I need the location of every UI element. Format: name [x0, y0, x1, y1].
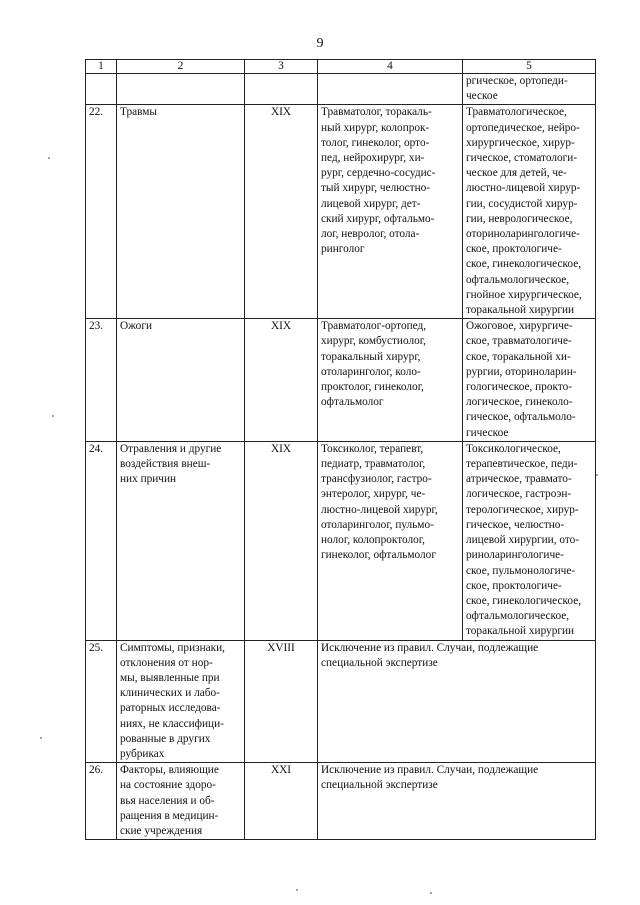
- row-number: 26.: [86, 763, 117, 840]
- departments: Ожоговое, хирургиче- ское, травматологиче- ское, торакальной хи- рургии, оториноларин- гологическое, прокто- логическое, гинеколо- гическое, офтальмоло- гическое: [463, 319, 596, 442]
- icd-class: XXI: [245, 763, 318, 840]
- condition-name: Факторы, влияющие на состояние здоро- вья населения и об- ращения в медицин- ские учреждения: [117, 763, 245, 840]
- scan-speck: [52, 415, 54, 417]
- table-row: [86, 319, 596, 442]
- table-row: [86, 763, 596, 840]
- table-row: [86, 441, 596, 640]
- specialists: Травматолог, торакаль- ный хирург, колопрок- толог, гинеколог, орто- пед, нейрохирург, хи- рург, сердечно-сосудис- тый хирург, челюстно- лицевой хирург, дет- ский хирург, офтальмо- лог, невролог, отола- ринголог: [318, 105, 463, 319]
- icd-class: XVIII: [245, 640, 318, 763]
- scan-speck: [40, 737, 42, 739]
- row-number: 22.: [86, 105, 117, 319]
- column-header: 2: [117, 60, 245, 74]
- column-header: 1: [86, 60, 117, 74]
- scan-speck: [48, 157, 50, 159]
- scan-speck: [430, 892, 432, 894]
- special-case-note: Исключение из правил. Случаи, подлежащие специальной экспертизе: [318, 763, 596, 840]
- specialists: Травматолог-ортопед, хирург, комбустиолог, торакальный хирург, отоларинголог, коло- проктолог, гинеколог, офтальмолог: [318, 319, 463, 442]
- departments: ргическое, ортопеди- ческое: [463, 74, 596, 105]
- departments: Токсикологическое, терапевтическое, педи- атрическое, травмато- логическое, гастроэн- терологическое, хирур- гическое, челюстно- лицевой хирургии, ото- риноларингологиче- ское, пульмонологиче- ское, проктологиче- ское, гинекологическое, офтальмологическое, торакальной хирургии: [463, 441, 596, 640]
- scan-speck: [296, 889, 298, 891]
- special-case-note: Исключение из правил. Случаи, подлежащие специальной экспертизе: [318, 640, 596, 763]
- icd-class: [245, 74, 318, 105]
- row-number: [86, 74, 117, 105]
- column-header: 3: [245, 60, 318, 74]
- table-row: [86, 640, 596, 763]
- column-header: 4: [318, 60, 463, 74]
- condition-name: Отравления и другие воздействия внеш- них причин: [117, 441, 245, 640]
- row-number: 24.: [86, 441, 117, 640]
- condition-name: [117, 74, 245, 105]
- icd-class: XIX: [245, 441, 318, 640]
- row-number: 23.: [86, 319, 117, 442]
- scan-speck: [596, 474, 598, 476]
- condition-name: Травмы: [117, 105, 245, 319]
- departments: Травматологическое, ортопедическое, нейро- хирургическое, хирур- гическое, стоматологи- ческое для детей, че- люстно-лицевой хирур- гии, сосудистой хирур- гии, неврологическое, оториноларингологиче- ское, проктологиче- ское, гинекологическое, офтальмологическое, гнойное хирургическое, торакальной хирургии: [463, 105, 596, 319]
- icd-class: XIX: [245, 105, 318, 319]
- column-number-row: [86, 60, 596, 74]
- specialists: Токсиколог, терапевт, педиатр, травматолог, трансфузиолог, гастро- энтеролог, хирург, че- люстно-лицевой хирург, отоларинголог, пульмо- нолог, колопроктолог, гинеколог, офтальмолог: [318, 441, 463, 640]
- row-number: 25.: [86, 640, 117, 763]
- table-row: [86, 105, 596, 319]
- page-number: 9: [316, 36, 324, 51]
- specialists: [318, 74, 463, 105]
- table-row-continuation: [86, 74, 596, 105]
- condition-name: Симптомы, признаки, отклонения от нор- мы, выявленные при клинических и лабо- раторных исследова- ниях, не классифици- рованные в других рубриках: [117, 640, 245, 763]
- icd-class: XIX: [245, 319, 318, 442]
- column-header: 5: [463, 60, 596, 74]
- condition-name: Ожоги: [117, 319, 245, 442]
- classification-table: [85, 59, 596, 840]
